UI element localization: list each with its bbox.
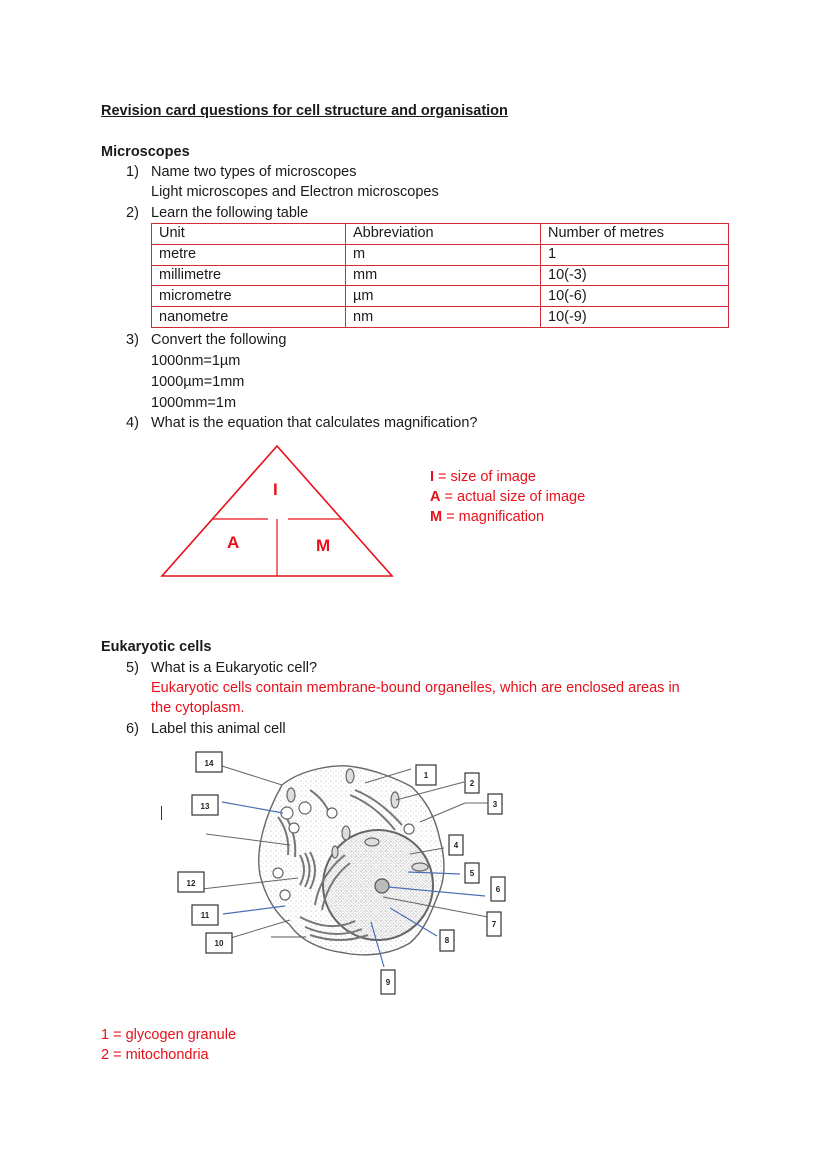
question-number: 3) (126, 332, 139, 348)
table-cell: 10(-3) (541, 265, 729, 286)
table-cell: µm (346, 286, 541, 307)
cell-label-14: 14 (204, 759, 214, 768)
table-cell: 10(-6) (541, 286, 729, 307)
cell-answer-2: 2 = mitochondria (101, 1047, 209, 1063)
page-title: Revision card questions for cell structure and organisation (101, 103, 508, 119)
table-cell: mm (346, 265, 541, 286)
question-4: What is the equation that calculates magnification? (151, 415, 478, 431)
table-row (152, 307, 729, 328)
conversion-answer: 1000mm=1m (151, 395, 237, 411)
answer-5-line-1: Eukaryotic cells contain membrane-bound organelles, which are enclosed areas in (151, 680, 680, 696)
question-number: 5) (126, 660, 139, 676)
question-number: 6) (126, 721, 139, 737)
question-number: 1) (126, 164, 139, 180)
cell-label-12: 12 (186, 879, 196, 888)
cell-label-7: 7 (491, 920, 497, 929)
section-heading-eukaryotic: Eukaryotic cells (101, 639, 212, 655)
cell-label-9: 9 (385, 978, 391, 987)
magnification-triangle-diagram (158, 443, 398, 579)
animal-cell-diagram (150, 745, 510, 1000)
legend-item: M = magnification (430, 509, 545, 525)
units-table (151, 223, 729, 328)
table-row (152, 265, 729, 286)
cell-label-11: 11 (200, 911, 210, 920)
cell-label-8: 8 (444, 936, 450, 945)
table-cell: micrometre (152, 286, 346, 307)
cell-label-4: 4 (453, 841, 459, 850)
table-cell: 10(-9) (541, 307, 729, 328)
table-header: Number of metres (541, 224, 729, 245)
answer-1: Light microscopes and Electron microscopes (151, 184, 439, 200)
cell-answer-1: 1 = glycogen granule (101, 1027, 237, 1043)
cell-label-13: 13 (200, 802, 210, 811)
triangle-label-image: I (273, 480, 278, 499)
conversion-answer: 1000nm=1µm (151, 353, 241, 369)
cell-label-1: 1 (423, 771, 429, 780)
question-3: Convert the following (151, 332, 287, 348)
table-row (152, 286, 729, 307)
table-header: Unit (152, 224, 346, 245)
legend-item: A = actual size of image (430, 489, 586, 505)
cell-label-6: 6 (495, 885, 501, 894)
table-header-row (152, 224, 729, 245)
question-number: 4) (126, 415, 139, 431)
question-5: What is a Eukaryotic cell? (151, 660, 318, 676)
question-6: Label this animal cell (151, 721, 286, 737)
table-cell: millimetre (152, 265, 346, 286)
table-cell: 1 (541, 244, 729, 265)
section-heading-microscopes: Microscopes (101, 144, 190, 160)
table-cell: m (346, 244, 541, 265)
cell-label-2: 2 (469, 779, 475, 788)
question-number: 2) (126, 205, 139, 221)
question-1: Name two types of microscopes (151, 164, 357, 180)
table-cell: metre (152, 244, 346, 265)
cell-label-5: 5 (469, 869, 475, 878)
triangle-label-actual: A (227, 533, 240, 552)
cell-label-10: 10 (214, 939, 224, 948)
legend-item: I = size of image (430, 469, 536, 485)
table-cell: nm (346, 307, 541, 328)
answer-5-line-2: the cytoplasm. (151, 700, 245, 716)
conversion-answer: 1000µm=1mm (151, 374, 245, 390)
table-cell: nanometre (152, 307, 346, 328)
table-row (152, 244, 729, 265)
question-2: Learn the following table (151, 205, 309, 221)
cell-label-3: 3 (492, 800, 498, 809)
triangle-label-magnification: M (316, 536, 331, 555)
table-header: Abbreviation (346, 224, 541, 245)
